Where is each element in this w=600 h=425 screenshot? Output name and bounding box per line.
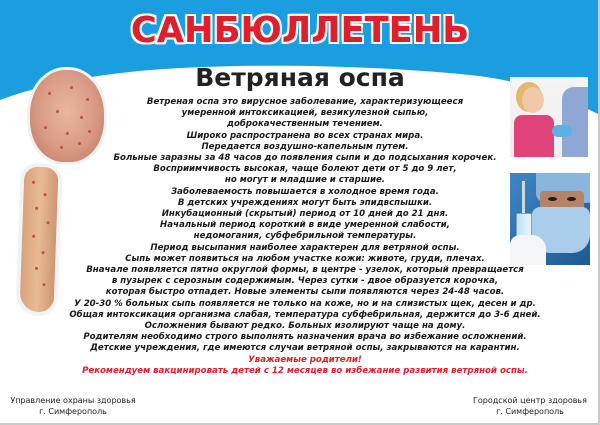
footer-issuer-right [470, 395, 590, 417]
body-line: Общая интоксикация организма слабая, температура субфебрильная, держится до 3-6 дней. [69, 309, 541, 320]
body-line: Начальный период короткий в виде умеренной слабости, [160, 220, 450, 231]
body-line: но могут и младшие и старшие. [224, 175, 386, 186]
body-line: Широко распространена во всех странах мира. [186, 130, 424, 141]
body-line: Заболеваемость повышается в холодное время года. [171, 186, 439, 197]
body-line: в пузырек с серозным содержимым. Через сутки - двое образуется корочка, [111, 276, 499, 287]
arm-rash-image [19, 166, 58, 312]
body-line: Передается воздушно-капельным путем. [201, 141, 409, 152]
bulletin-body [60, 97, 550, 377]
body-line: доброкачественным течением. [227, 119, 383, 130]
footer-left-city: г. Симферополь [39, 407, 107, 416]
page-title: САНБЮЛЛЕТЕНЬ [130, 10, 470, 51]
body-line: У 20-30 % больных сыпь появляется не только на коже, но и на слизистых щек, десен и др. [74, 298, 536, 309]
page-subtitle: Ветряная оспа [195, 63, 405, 92]
footer-issuer-left [8, 395, 138, 417]
footer-right-org: Городской центр здоровья [473, 396, 587, 405]
body-line: Период высыпания наиболее характерен для ветряной оспы. [150, 242, 460, 253]
body-line: Инкубационный (скрытый) период от 10 дней до 21 дня. [161, 209, 449, 220]
body-line: Сыпь может появиться на любом участке кожи: животе, груди, плечах. [125, 253, 485, 264]
body-line: Детские учреждения, где имеются случаи ветряной оспы, закрываются на карантин. [90, 343, 520, 354]
footer-left-org: Управление охраны здоровья [10, 396, 136, 405]
footer-right-city: г. Симферополь [496, 407, 564, 416]
body-line: Родителям необходимо строго выполнять назначения врача во избежание осложнений. [83, 332, 527, 343]
body-line: недомогания, субфебрильной температуры. [193, 231, 417, 242]
appeal-heading: Уважаемые родители! [248, 354, 362, 365]
body-line: Вначале появляется пятно округлой формы, в центре - узелок, который превращается [86, 265, 524, 276]
vaccination-recommendation: Рекомендуем вакцинировать детей с 12 месяцев во избежание развития ветряной оспы. [82, 365, 528, 376]
body-line: Ветреная оспа это вирусное заболевание, характеризующееся [146, 97, 464, 107]
body-line: умеренной интоксикацией, везикулезной сыпью, [181, 108, 429, 119]
body-line: В детских учреждениях могут быть эпидвспышки. [177, 197, 433, 208]
body-line: которая быстро отпадет. Новые элементы сыпи появляются через 24-48 часов. [105, 287, 505, 298]
body-line: Осложнения бывают редко. Больных изолируют чаще на дому. [144, 321, 466, 332]
body-line: Больные заразны за 48 часов до появления сыпи и до подсыхания корочек. [113, 153, 497, 164]
body-line: Восприимчивость высокая, чаще болеют дети от 5 до 9 лет, [153, 164, 457, 175]
